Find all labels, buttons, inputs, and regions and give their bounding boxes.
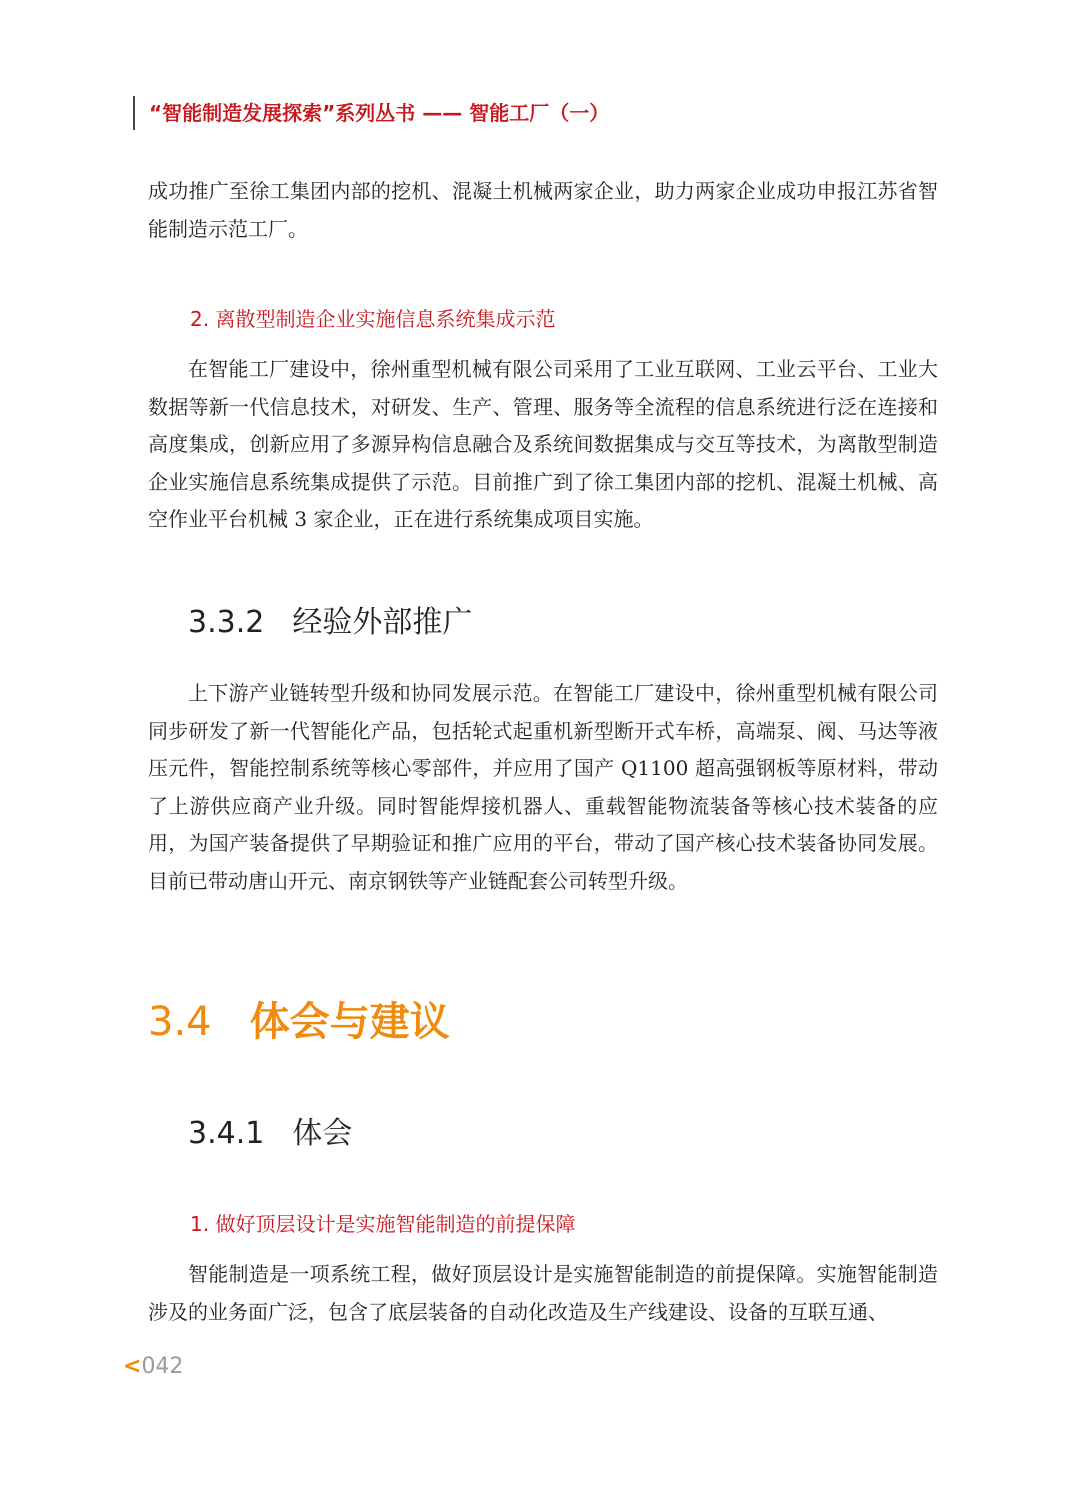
section-heading-3-4-1 bbox=[188, 1108, 352, 1152]
paragraph-body: 在智能工厂建设中，徐州重型机械有限公司同步研发了新一代智能化产品，包括轮式起重机新型断开式车桥，高端泵、阀、马达等液压元件，智能控制系统等核心零部件，并应用了国产 Q1100 超高强钢板等原材料，带动了上游供应商产业升级。同时智能焊接机器人、重载智能物流装备等核心技术装备的应用，为国产装备提供了早期验证和推广应用的平台，带动了国产核心技术装备协同发展。目前已带动唐山开元、南京钢铁等产业链配套公司转型升级。 bbox=[148, 681, 938, 893]
paragraph-top-level-design: 智能制造是一项系统工程，做好顶层设计是实施智能制造的前提保障。实施智能制造涉及的业务面广泛，包含了底层装备的自动化改造及生产线建设、设备的互联互通、 bbox=[148, 1262, 938, 1324]
section-title: 体会与建议 bbox=[249, 999, 450, 1045]
paragraph-lead-sentence: 上下游产业链转型升级和协同发展示范。 bbox=[188, 681, 553, 705]
section-number: 3.4 bbox=[148, 999, 212, 1045]
running-header bbox=[133, 96, 609, 130]
section-heading-3-4 bbox=[148, 990, 450, 1047]
section-number: 3.4.1 bbox=[188, 1116, 265, 1151]
page-number bbox=[123, 1354, 183, 1379]
paragraph-continued: 成功推广至徐工集团内部的挖机、混凝土机械两家企业，助力两家企业成功申报江苏省智能制造示范工厂。 bbox=[148, 179, 938, 241]
paragraph-supply-chain bbox=[148, 675, 938, 900]
running-header-title: “智能制造发展探索”系列丛书 —— 智能工厂（一） bbox=[149, 101, 610, 125]
section-title: 经验外部推广 bbox=[292, 605, 473, 640]
section-number: 3.3.2 bbox=[188, 605, 265, 640]
page-arrow-icon: < bbox=[123, 1354, 142, 1379]
section-heading-3-3-2 bbox=[188, 597, 472, 641]
section-title: 体会 bbox=[292, 1116, 353, 1151]
page-number-value: 042 bbox=[141, 1354, 184, 1379]
subheading-2: 2. 离散型制造企业实施信息系统集成示范 bbox=[190, 307, 556, 331]
paragraph-info-system-integration: 在智能工厂建设中，徐州重型机械有限公司采用了工业互联网、工业云平台、工业大数据等新一代信息技术，对研发、生产、管理、服务等全流程的信息系统进行泛在连接和高度集成，创新应用了多源异构信息融合及系统间数据集成与交互等技术，为离散型制造企业实施信息系统集成提供了示范。目前推广到了徐工集团内部的挖机、混凝土机械、高空作业平台机械 3 家企业，正在进行系统集成项目实施。 bbox=[148, 357, 938, 531]
subheading-1: 1. 做好顶层设计是实施智能制造的前提保障 bbox=[190, 1212, 576, 1236]
